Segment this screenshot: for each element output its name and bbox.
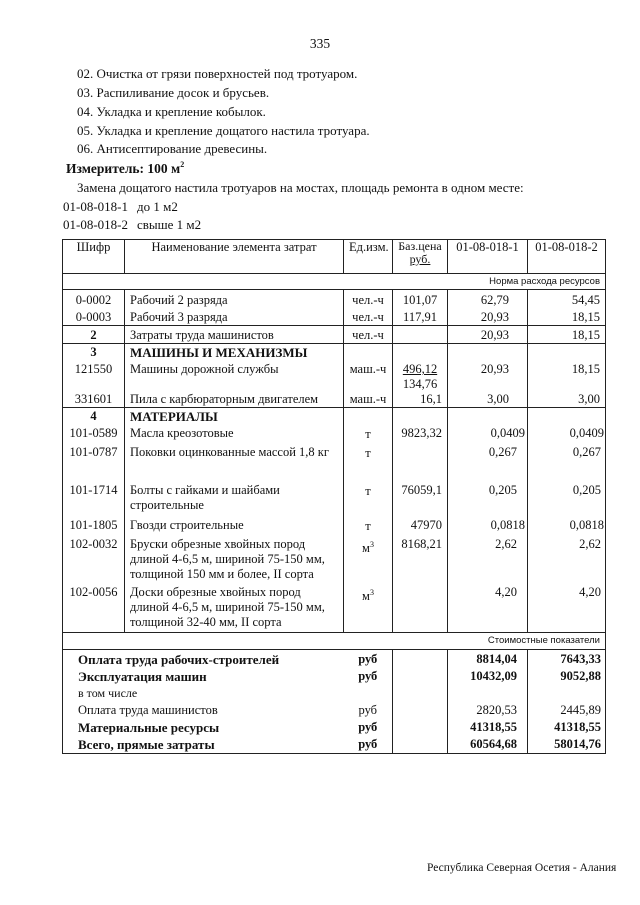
- cell-name: Бруски обрезные хвойных пород длиной 4-6,5 м, шириной 75-150 мм, толщиной 150 мм и более, II сорта: [125, 534, 344, 582]
- intro-text: Замена дощатого настила тротуаров на мостах, площадь ремонта в одном месте:: [77, 180, 524, 195]
- cost-row: [63, 701, 606, 718]
- cell-v1: 0,267: [448, 442, 528, 480]
- cell-v2: 54,45: [528, 290, 606, 309]
- cell-price: [393, 582, 448, 633]
- work-step: 06. Антисептирование древесины.: [77, 141, 268, 156]
- cell-v2: 18,15: [528, 326, 606, 344]
- cell-unit: т: [344, 480, 393, 513]
- table-row: [63, 582, 606, 633]
- table-row: [63, 513, 606, 534]
- cell-name: Поковки оцинкованные массой 1,8 кг: [125, 442, 344, 480]
- section-row: [63, 408, 606, 425]
- cost-v1: 41318,55: [448, 718, 528, 735]
- cell-price: 16,1: [393, 392, 448, 408]
- cell-price: 76059,1: [393, 480, 448, 513]
- cell-code: 331601: [63, 392, 125, 408]
- cell-code: 102-0056: [63, 582, 125, 633]
- cell-code: 0-0002: [63, 290, 125, 309]
- cell-code: 101-1805: [63, 513, 125, 534]
- cost-row: [63, 684, 606, 701]
- cell-unit: чел.-ч: [344, 290, 393, 309]
- cost-label: Стоимостные показатели: [63, 633, 606, 650]
- cell-unit: маш.-ч: [344, 360, 393, 392]
- code-line: 01-08-018-1 до 1 м2: [63, 199, 178, 214]
- cell-name: Рабочий 2 разряда: [125, 290, 344, 309]
- table-row: [63, 534, 606, 582]
- header-base-price: Баз.цена руб.: [393, 240, 448, 274]
- cell-v1: 0,0409: [448, 424, 528, 442]
- cost-name: Всего, прямые затраты: [63, 735, 344, 754]
- cell-v1: 4,20: [448, 582, 528, 633]
- cell-v2: 3,00: [528, 392, 606, 408]
- cost-unit: [344, 684, 393, 701]
- cell-v1: 20,93: [448, 360, 528, 392]
- cell-name: Доски обрезные хвойных пород длиной 4-6,5 м, шириной 75-150 мм, толщиной 32-40 мм, II сорта: [125, 582, 344, 633]
- cell-name: Затраты труда машинистов: [125, 326, 344, 344]
- work-step: 05. Укладка и крепление дощатого настила тротуара.: [77, 123, 370, 138]
- cell-name: Рабочий 3 разряда: [125, 308, 344, 326]
- cost-name: в том числе: [63, 684, 344, 701]
- cell-v2: 18,15: [528, 308, 606, 326]
- cell-code: 0-0003: [63, 308, 125, 326]
- cell-code: 121550: [63, 360, 125, 392]
- cell-v2: 0,0818: [528, 513, 606, 534]
- cell-v2: 4,20: [528, 582, 606, 633]
- cost-v2: [528, 684, 606, 701]
- cell-unit: маш.-ч: [344, 392, 393, 408]
- meter-label: Измеритель: 100 $м^2$: [66, 160, 185, 176]
- header-col2: 01-08-018-2: [528, 240, 606, 274]
- cost-row: [63, 667, 606, 684]
- cell-unit: т: [344, 513, 393, 534]
- resource-table: [62, 239, 606, 754]
- cell-v1: 0,205: [448, 480, 528, 513]
- cell-code: 101-0589: [63, 424, 125, 442]
- cost-v1: 10432,09: [448, 667, 528, 684]
- header-name: Наименование элемента затрат: [125, 240, 344, 274]
- table-row: [63, 424, 606, 442]
- work-step: 03. Распиливание досок и брусьев.: [77, 85, 270, 100]
- cost-v2: 58014,76: [528, 735, 606, 754]
- work-step: 04. Укладка и крепление кобылок.: [77, 104, 266, 119]
- cell-v2: 0,267: [528, 442, 606, 480]
- cell-price: 9823,32: [393, 424, 448, 442]
- header-code: Шифр: [63, 240, 125, 274]
- cell-unit: $м^3$: [344, 582, 393, 633]
- cost-v2: 7643,33: [528, 650, 606, 668]
- cell-unit: чел.-ч: [344, 308, 393, 326]
- cost-v1: 8814,04: [448, 650, 528, 668]
- cell-price: [393, 442, 448, 480]
- header-unit: Ед.изм.: [344, 240, 393, 274]
- cell-unit: чел.-ч: [344, 326, 393, 344]
- cost-name: Эксплуатация машин: [63, 667, 344, 684]
- cell-unit: т: [344, 424, 393, 442]
- code-line: 01-08-018-2 свыше 1 м2: [63, 217, 202, 232]
- cost-v1: [448, 684, 528, 701]
- cell-code: 102-0032: [63, 534, 125, 582]
- cell-price: 496,12 134,76: [393, 360, 448, 392]
- cost-v2: 9052,88: [528, 667, 606, 684]
- cell-v2: 0,205: [528, 480, 606, 513]
- cost-name: Материальные ресурсы: [63, 718, 344, 735]
- table-row: [63, 290, 606, 309]
- cell-name: Болты с гайками и шайбами строительные: [125, 480, 344, 513]
- cell-v2: 0,0409: [528, 424, 606, 442]
- cost-unit: руб: [358, 703, 378, 717]
- cell-v2: 2,62: [528, 534, 606, 582]
- cell-name: МАТЕРИАЛЫ: [125, 408, 344, 425]
- cell-code: 3: [63, 344, 125, 361]
- cell-code: 4: [63, 408, 125, 425]
- cell-v1: 20,93: [448, 308, 528, 326]
- table-row: [63, 480, 606, 513]
- cell-v1: 62,79: [448, 290, 528, 309]
- cell-code: 2: [63, 326, 125, 344]
- header-col1: 01-08-018-1: [448, 240, 528, 274]
- cost-unit: руб: [344, 735, 393, 754]
- cell-price: [393, 326, 448, 344]
- cell-name: Гвозди строительные: [125, 513, 344, 534]
- cost-row: [63, 718, 606, 735]
- cell-name: Масла креозотовые: [125, 424, 344, 442]
- table-row: [63, 392, 606, 408]
- cell-v2: 18,15: [528, 360, 606, 392]
- cell-v1: 3,00: [448, 392, 528, 408]
- table-row: [63, 326, 606, 344]
- table-header: [63, 240, 606, 274]
- cell-unit: $м^3$: [344, 534, 393, 582]
- cell-v1: 20,93: [448, 326, 528, 344]
- cost-unit: руб: [358, 720, 378, 734]
- cost-name: Оплата труда машинистов: [63, 701, 344, 718]
- cost-row: [63, 735, 606, 754]
- cell-price: 101,07: [393, 290, 448, 309]
- work-step: 02. Очистка от грязи поверхностей под тротуаром.: [77, 66, 358, 81]
- cell-code: 101-0787: [63, 442, 125, 480]
- table-row: [63, 308, 606, 326]
- cost-v2: 41318,55: [528, 718, 606, 735]
- cell-v1: 0,0818: [448, 513, 528, 534]
- section-row: [63, 344, 606, 361]
- cost-unit: руб: [358, 652, 378, 666]
- cell-unit: т: [344, 442, 393, 480]
- cost-unit: руб: [358, 669, 378, 683]
- cell-code: 101-1714: [63, 480, 125, 513]
- footer-region: Республика Северная Осетия - Алания: [427, 862, 617, 874]
- cell-v1: 2,62: [448, 534, 528, 582]
- table-row: [63, 360, 606, 392]
- cost-v2: 2445,89: [528, 701, 606, 718]
- cell-price: 8168,21: [393, 534, 448, 582]
- cell-name: Пила с карбюраторным двигателем: [125, 392, 344, 408]
- cost-v1: 2820,53: [448, 701, 528, 718]
- cost-row: [63, 650, 606, 668]
- cost-v1: 60564,68: [448, 735, 528, 754]
- cell-name: МАШИНЫ И МЕХАНИЗМЫ: [125, 344, 344, 361]
- page-number: 335: [309, 36, 331, 51]
- norm-label: Норма расхода ресурсов: [63, 274, 606, 290]
- cell-name: Машины дорожной службы: [125, 360, 344, 392]
- cell-price: 117,91: [393, 308, 448, 326]
- cell-price: 47970: [393, 513, 448, 534]
- cost-name: Оплата труда рабочих-строителей: [63, 650, 344, 668]
- table-row: [63, 442, 606, 480]
